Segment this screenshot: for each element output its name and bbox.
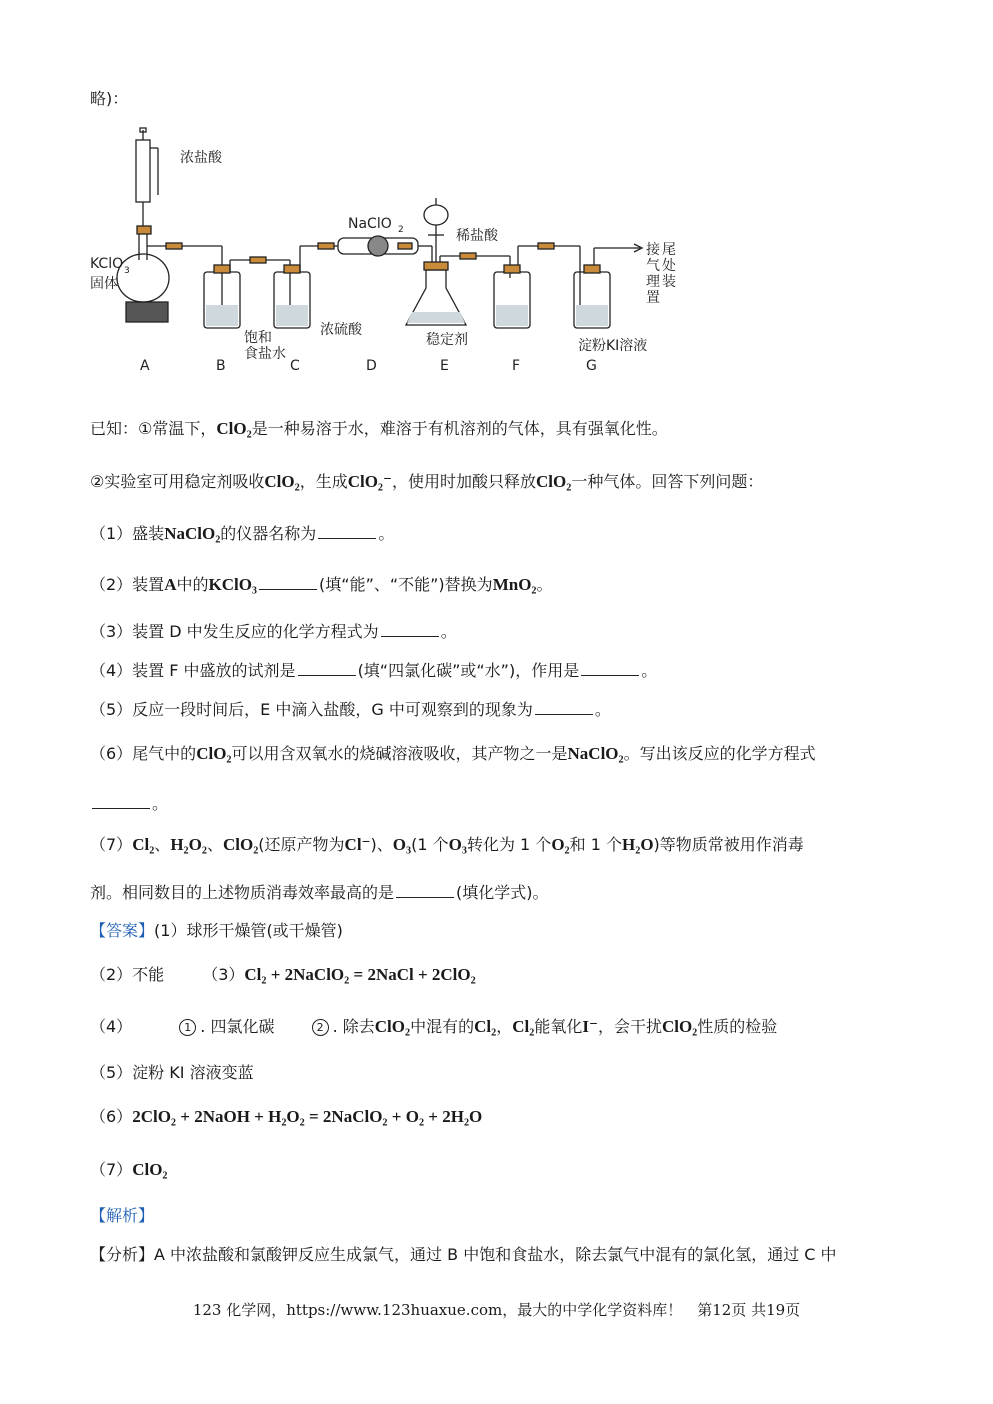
apparatus-diagram bbox=[80, 120, 720, 380]
label-kclo3-sub: 3 bbox=[124, 266, 130, 276]
letter-b: B bbox=[216, 358, 226, 374]
text-fragment: 略)： bbox=[90, 89, 129, 108]
tail-char: 尾 bbox=[662, 242, 676, 258]
answer-5: （5）淀粉 KI 溶液变蓝 bbox=[90, 1063, 254, 1082]
heater-base bbox=[126, 302, 168, 322]
question-7-line-2: 剂。相同数目的上述物质消毒效率最高的是 (填化学式)。 bbox=[90, 883, 549, 902]
separatory-funnel bbox=[424, 205, 448, 225]
answer-tag: 【答案】 bbox=[90, 921, 155, 940]
known-2: ②实验室可用稳定剂吸收ClO₂，生成ClO₂⁻，使用时加酸只释放ClO₂一种气体。回答下列问题： bbox=[90, 472, 764, 491]
known-1: 已知：①常温下，ClO₂是一种易溶于水，难溶于有机溶剂的气体，具有强氧化性。 bbox=[90, 419, 668, 438]
fenxi-tag: 【分析】 bbox=[90, 1245, 155, 1264]
answer-blank bbox=[92, 794, 150, 809]
label-kclo3: KClO bbox=[90, 256, 124, 272]
label-naclo2: NaClO bbox=[348, 216, 392, 232]
answer-4: （4） 1 . 四氯化碳 2 . 除去ClO₂中混有的Cl₂，Cl₂能氧化I⁻，会干扰ClO₂性质的检验 bbox=[90, 1017, 778, 1036]
page-footer: 123 化学网，https://www.123huaxue.com，最大的中学化学资料库！ 第12页 共19页 bbox=[192, 1301, 801, 1319]
answer-6: （6）2ClO₂ + 2NaOH + H₂O₂ = 2NaClO₂ + O₂ + 2H₂O bbox=[90, 1107, 483, 1126]
question-3: （3）装置 D 中发生反应的化学方程式为 。 bbox=[90, 622, 457, 641]
circled-number: 1 bbox=[179, 1019, 196, 1036]
tail-char: 气 bbox=[646, 258, 660, 274]
answer-blank bbox=[259, 575, 317, 590]
answer-2-3: （2）不能 （3）Cl₂ + 2NaClO₂ = 2NaCl + 2ClO₂ bbox=[90, 965, 476, 984]
answer-blank bbox=[396, 883, 454, 898]
circled-number: 2 bbox=[312, 1019, 329, 1036]
question-7: （7）Cl₂、H₂O₂、ClO₂(还原产物为Cl⁻)、O₃(1 个O₃转化为 1 个O₂和 1 个H₂O)等物质常被用作消毒 bbox=[90, 835, 804, 854]
tail-char: 处 bbox=[662, 258, 676, 274]
answer-1: 【答案】(1）球形干燥管(或干燥管) bbox=[90, 921, 343, 940]
answer-blank bbox=[298, 661, 356, 676]
question-2: （2）装置A中的KClO₃ (填“能”、“不能”)替换为MnO₂。 bbox=[90, 575, 553, 594]
question-1: （1）盛装NaClO₂的仪器名称为 。 bbox=[90, 524, 395, 543]
label-sat-salt-2: 食盐水 bbox=[244, 346, 286, 362]
analysis-tag: 【解析】 bbox=[90, 1206, 155, 1225]
label-conc-hcl: 浓盐酸 bbox=[180, 150, 222, 166]
answer-blank bbox=[318, 524, 376, 539]
label-solid: 固体 bbox=[90, 276, 118, 292]
label-stabilizer: 稳定剂 bbox=[426, 332, 468, 348]
round-bottom-flask bbox=[117, 254, 169, 302]
letter-e: E bbox=[440, 358, 449, 374]
label-starch-ki: 淀粉KI溶液 bbox=[578, 338, 648, 354]
question-6: （6）尾气中的ClO₂可以用含双氧水的烧碱溶液吸收，其产物之一是NaClO₂。写出该反应的化学方程式 bbox=[90, 744, 816, 763]
label-sat-salt-1: 饱和 bbox=[244, 330, 272, 346]
tail-char: 接 bbox=[646, 242, 660, 258]
tail-char: 置 bbox=[646, 290, 660, 306]
letter-a: A bbox=[140, 358, 150, 374]
tail-char: 装 bbox=[662, 274, 676, 290]
tail-char: 理 bbox=[646, 274, 660, 290]
question-6-line-2: 。 bbox=[90, 791, 168, 814]
label-dilute-hcl: 稀盐酸 bbox=[456, 228, 498, 244]
answer-7: （7）ClO₂ bbox=[90, 1160, 168, 1179]
question-5: （5）反应一段时间后，E 中滴入盐酸，G 中可观察到的现象为 。 bbox=[90, 700, 611, 719]
letter-g: G bbox=[586, 358, 597, 374]
question-4: （4）装置 F 中盛放的试剂是 (填“四氯化碳”或“水”)，作用是 。 bbox=[90, 661, 658, 680]
dropping-funnel bbox=[136, 140, 150, 202]
answer-blank bbox=[581, 661, 639, 676]
letter-f: F bbox=[512, 358, 521, 374]
label-conc-h2so4: 浓硫酸 bbox=[320, 322, 362, 338]
tail-gas-label bbox=[646, 241, 676, 306]
label-naclo2-sub: 2 bbox=[398, 225, 404, 235]
analysis-text: 【分析】A 中浓盐酸和氯酸钾反应生成氯气，通过 B 中饱和食盐水，除去氯气中混有的氯化氢，通过 C 中 bbox=[90, 1245, 837, 1264]
answer-blank bbox=[535, 700, 593, 715]
letter-c: C bbox=[290, 358, 300, 374]
answer-blank bbox=[381, 622, 439, 637]
letter-d: D bbox=[366, 358, 377, 374]
